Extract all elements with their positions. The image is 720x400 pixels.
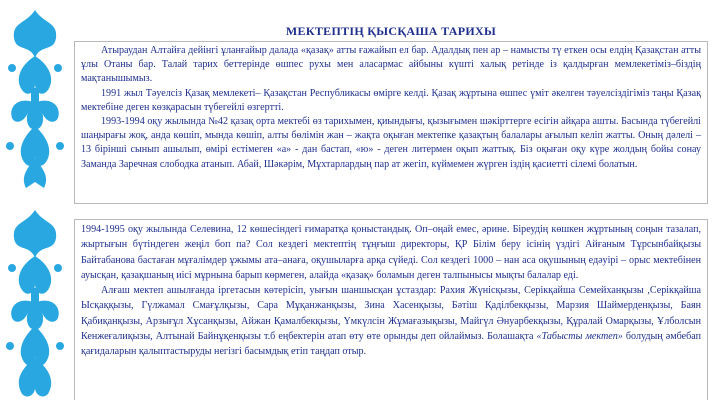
teachers-text: Алғаш мектеп ашылғанда іргетасын көтерісіп, уығын шаншысқан ұстаздар: Рахия Жүнісқызы, Серікқайша Семейханқызы ,Серікқайша Ысқаққызы, Гүлжамал Смағұлқызы, Сара Мұқанжанқызы, Зина Хасенқызы, Бәтіш Қаділбекқызы, Марзия Шаймерденқызы, Баян Қабиқанқызы, Арзығұл Хұсанқызы, Айжан Қамалбекқызы, Үмкүлсін Жұмағазықызы, Майгүл Әнуарбекқызы, Құралай Омарқызы, Ұлболсын Кенжеғалиқызы, Алтынай Байнұқенқызы т.б еңбектерін атап өту өте орынды деп ойлаймыз. Болашақта bbox=[81, 285, 701, 343]
paragraph-teachers bbox=[81, 283, 701, 359]
paragraph-intro: Атыраудан Алтайға дейінгі ұланғайыр далада «қазақ» атты ғажайып ел бар. Адалдық пен ар – намысты тү еткен осы елдің Қазақстан атты ұлы Отаны бар. Талай тарих беттерінде өшпес рухы мен аласармас айбыны күшті халық ретінде із қалдырған мемлекетіміз–біздің мақтанышымыз. bbox=[81, 45, 701, 85]
paragraph-relocation: 1994-1995 оқу жылында Селевина, 12 көшесіндегі ғимаратқа қоныстандық. Оп–оңай емес, әрине. Біреудің көшкен жұртының соңын тазалап, жыртығын бүтіндеген жеңіл боп па? Сол кездегі мектептің тұңғыш директоры, ҚР Білім беру ісінің үздігі Айғаным Тұрсынбайқызы Байтабанова бастаған мұғалімдер ұжымы ата–анаға, оқушыларға арқа сүйеді. Сол кездегі 1000 – нан аса оқушының едәуірі – орыс мектебінен ауысқан, қазақшаның иісі мұрнына барып көрмеген, алайда «қазақ» боламын деген талпынысы мықты балалар еді. bbox=[81, 224, 701, 281]
history-section-2 bbox=[74, 219, 708, 400]
teachers-text-end: болудың әмбебап қағидаларын қалыптастыруды негізгі басымдық етіп таңдап отыр. bbox=[81, 331, 701, 358]
page-title: МЕКТЕПТІҢ ҚЫСҚАША ТАРИХЫ bbox=[285, 24, 497, 38]
successful-school-phrase: «Табысты мектеп» bbox=[536, 331, 623, 343]
kazakh-ornament-icon bbox=[0, 8, 70, 193]
paragraph-independence: 1991 жыл Тәуелсіз Қазақ мемлекеті– Қазақстан Республикасы өмірге келді. Қазақ жұртына өшпес үміт әкелген тәуелсіздігіміз таңы Қазақ мектебіне деген көзқарасын түбегейлі өзгертті. bbox=[81, 87, 701, 113]
kazakh-ornament-icon bbox=[0, 208, 70, 400]
paragraph-founding: 1993-1994 оқу жылында №42 қазақ орта мектебі өз тарихымен, қиындығы, қызығымен шәкірттерге есігін айқара ашты. Басында түбегейлі шаңырағы жоқ, анда көшіп, мында көшіп, алты бөлімін жан – жақта оқыған мектепке қазақтың балалары ағылып келіп жатты. Оның дәлелі – 13 біріншi сынып ашылып, өмірі естімеген «а» - дан бастап, «ю» - деген литермен оқып жаттық. Біз оқыған оқу күре жолдың бойы сонау Заманда Заречная слободка атанып. Абай, Шәкәрім, Мұхтарлардың пар ат жегіп, күймемен жүрген іздің қасиетті сілемі болатын. bbox=[81, 116, 701, 170]
ornament-column bbox=[0, 0, 70, 400]
history-section-1 bbox=[74, 41, 708, 204]
